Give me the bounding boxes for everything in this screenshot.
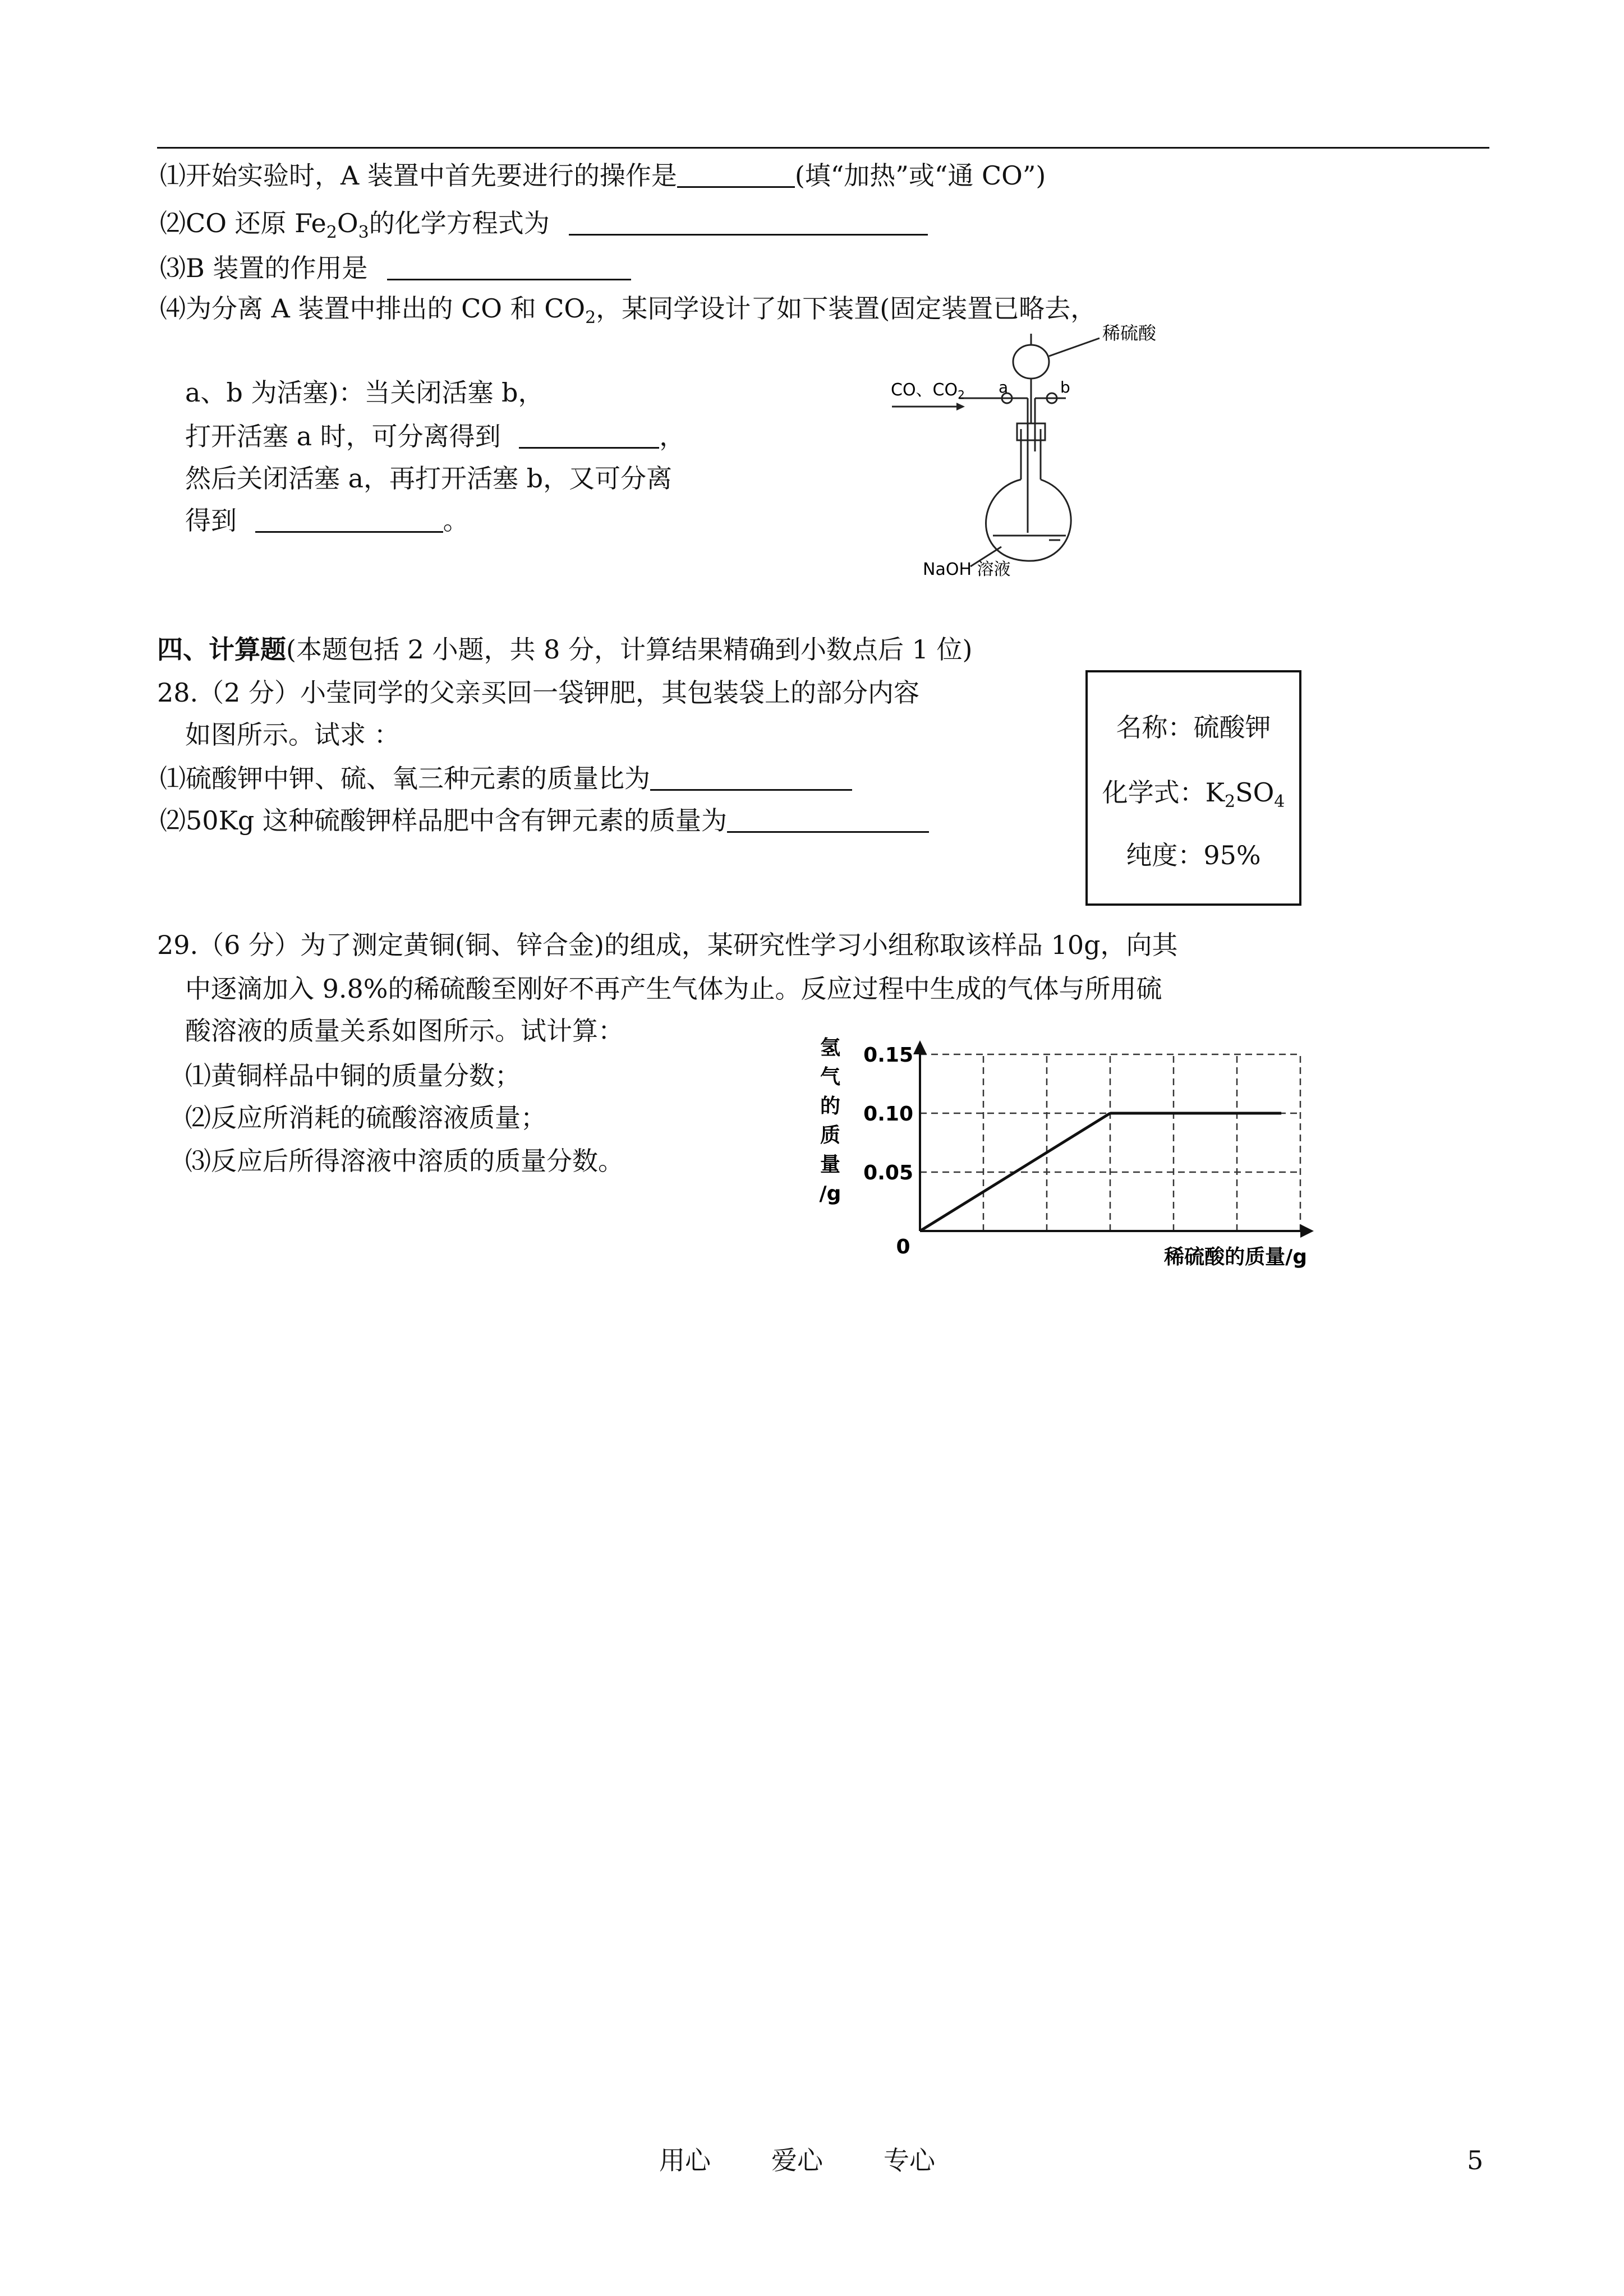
y-axis-label-char: 气 xyxy=(820,1066,841,1089)
q27-part3-text: ⑶B 装置的作用是 xyxy=(160,253,368,283)
label-b: b xyxy=(1060,378,1070,397)
section-4-title: 四、计算题 xyxy=(157,634,286,665)
footer-motto-1: 用心 xyxy=(659,2145,711,2175)
q28-part1-blank[interactable] xyxy=(650,763,852,791)
y-axis-label-char: 的 xyxy=(820,1095,841,1118)
y-axis-label-char: 质 xyxy=(820,1124,841,1147)
fertilizer-formula xyxy=(1088,772,1299,812)
q29-stem-line2: 中逐滴加入 9.8%的稀硫酸至刚好不再产生气体为止。反应过程中生成的气体与所用硫 xyxy=(185,974,1162,1004)
q27-part2-post: 的化学方程式为 xyxy=(369,208,550,238)
section-4-note: (本题包括 2 小题，共 8 分，计算结果精确到小数点后 1 位) xyxy=(286,634,973,665)
footer-motto-3: 专心 xyxy=(884,2145,935,2175)
q27-part1-blank[interactable] xyxy=(677,160,795,188)
q27-part2-mid: O xyxy=(337,208,358,238)
fertilizer-formula-sub2: 4 xyxy=(1274,792,1285,812)
y-tick-label: 0.05 xyxy=(863,1161,913,1184)
label-naoh-solution: NaOH 溶液 xyxy=(923,560,1011,579)
q27-blank-a[interactable] xyxy=(519,421,659,449)
q27-part3-blank[interactable] xyxy=(387,253,631,280)
y-axis-label-char: 氢 xyxy=(820,1036,841,1059)
fertilizer-formula-sub1: 2 xyxy=(1224,792,1236,812)
q29-part3: ⑶反应后所得溶液中溶质的质量分数。 xyxy=(185,1146,624,1176)
q28-part1-text: ⑴硫酸钾中钾、硫、氧三种元素的质量比为 xyxy=(160,763,650,794)
fertilizer-purity: 纯度：95% xyxy=(1126,840,1261,870)
chart-axes xyxy=(913,1040,1314,1238)
page-number: 5 xyxy=(1467,2145,1484,2175)
y-axis-arrow xyxy=(913,1040,927,1054)
q27-part2-sub1: 2 xyxy=(326,223,337,242)
q27-part3 xyxy=(160,251,631,285)
q27-part4-line3 xyxy=(185,419,685,453)
footer-motto-2: 爱心 xyxy=(771,2145,823,2175)
q27-part2-pre: ⑵CO 还原 Fe xyxy=(160,208,326,238)
y-axis-label-char: /g xyxy=(819,1182,841,1205)
q27-part1 xyxy=(160,159,1046,192)
x-axis-arrow xyxy=(1300,1224,1314,1238)
q27-part4-sub: 2 xyxy=(585,308,596,328)
header-rule xyxy=(157,147,1489,149)
q29-part2: ⑵反应所消耗的硫酸溶液质量； xyxy=(185,1103,546,1133)
q27-blank-b[interactable] xyxy=(255,505,443,533)
q28-stem-line1: 28.（2 分）小莹同学的父亲买回一袋钾肥，其包装袋上的部分内容 xyxy=(157,677,920,708)
x-axis-label: 稀硫酸的质量/g xyxy=(1164,1246,1307,1269)
chart-grid xyxy=(920,1054,1300,1231)
label-a: a xyxy=(999,378,1009,397)
q28-part2-blank[interactable] xyxy=(727,805,929,833)
funnel-bulb xyxy=(1013,345,1049,379)
label-gas-mixture: CO、$CO_2$ xyxy=(891,380,965,402)
q27-part4-post: ，某同学设计了如下装置(固定装置已略去， xyxy=(596,293,1097,324)
q27-part4-line5 xyxy=(185,504,469,537)
q27-part4-line2: a、b 为活塞)：当关闭活塞 b， xyxy=(185,377,544,408)
q29-part1: ⑴黄铜样品中铜的质量分数； xyxy=(185,1061,521,1091)
fertilizer-label-box xyxy=(1085,670,1301,906)
fertilizer-formula-mid: SO xyxy=(1235,777,1275,808)
q27-part4-line4: 然后关闭活塞 a，再打开活塞 b，又可分离 xyxy=(185,463,673,494)
q27-part2-blank[interactable] xyxy=(569,208,928,236)
q27-part1-text: ⑴开始实验时，A 装置中首先要进行的操作是 xyxy=(160,160,677,191)
origin-label: 0 xyxy=(896,1235,910,1258)
q27-part4-pre: ⑷为分离 A 装置中排出的 CO 和 CO xyxy=(160,293,586,324)
q27-part2 xyxy=(160,206,928,240)
y-tick-label: 0.10 xyxy=(863,1103,913,1126)
q27-part1-suffix: (填“加热”或“通 CO”) xyxy=(794,160,1046,191)
q27-part4-line5-end: 。 xyxy=(443,505,469,536)
chart-labels xyxy=(820,1036,1307,1269)
y-tick-label: 0.15 xyxy=(863,1044,913,1067)
q28-part2-text: ⑵50Kg 这种硫酸钾样品肥中含有钾元素的质量为 xyxy=(160,805,727,836)
fertilizer-formula-pre: 化学式：K xyxy=(1102,777,1225,808)
section-4-heading xyxy=(157,633,972,666)
label-dilute-sulfuric-acid: 稀硫酸 xyxy=(1102,322,1157,344)
q28-part1 xyxy=(160,762,852,795)
gas-arrow-head xyxy=(956,403,965,411)
q28-part2 xyxy=(160,804,929,837)
hydrogen-mass-chart xyxy=(813,1032,1318,1284)
q27-part2-sub2: 3 xyxy=(358,223,369,242)
fertilizer-name: 名称：硫酸钾 xyxy=(1116,712,1271,743)
acid-leader xyxy=(1049,338,1099,356)
q29-stem-line3: 酸溶液的质量关系如图所示。试计算： xyxy=(185,1016,624,1046)
separation-apparatus-diagram xyxy=(881,311,1217,580)
q27-part4-line5-text: 得到 xyxy=(185,505,237,536)
q27-part4-line3-end: ， xyxy=(659,421,686,451)
q27-part4-line3-text: 打开活塞 a 时，可分离得到 xyxy=(185,421,501,451)
y-axis-label-char: 量 xyxy=(820,1153,841,1176)
q29-stem-line1: 29.（6 分）为了测定黄铜(铜、锌合金)的组成，某研究性学习小组称取该样品 10g，向其 xyxy=(157,930,1178,960)
q28-stem-line2: 如图所示。试求 ： xyxy=(185,720,400,750)
